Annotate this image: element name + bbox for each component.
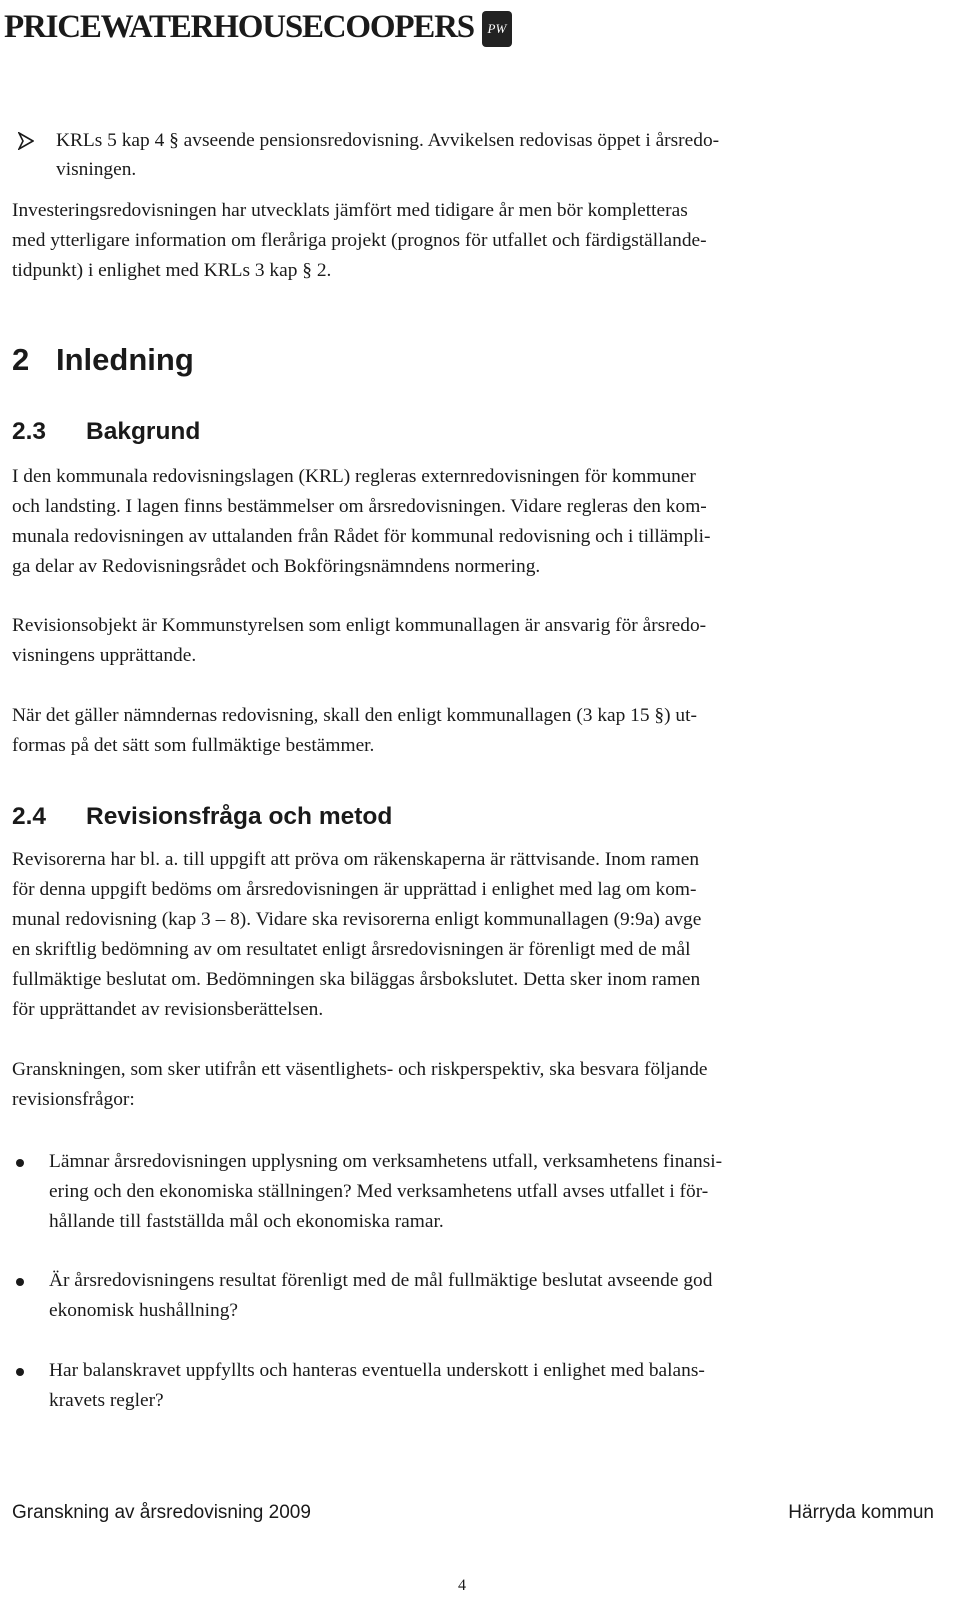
- bakgrund-paragraph-2: [12, 611, 912, 671]
- logo-badge: PW: [482, 11, 512, 47]
- paragraph-line: munala redovisningen av uttalanden från Rådet för kommunal redovisning och i tillämpli-: [12, 526, 711, 547]
- arrow-item-line: visningen.: [56, 159, 137, 180]
- footer-organization: Härryda kommun: [788, 1502, 934, 1523]
- bullet-line: ekonomisk hushållning?: [49, 1300, 239, 1321]
- section-number: 2: [12, 342, 30, 377]
- company-logo: [4, 4, 512, 50]
- paragraph-line: ga delar av Redovisningsrådet och Bokföringsnämndens normering.: [12, 556, 541, 577]
- paragraph-line: munal redovisning (kap 3 – 8). Vidare ska revisorerna enligt kommunallagen (9:9a) avge: [12, 909, 702, 930]
- footer-document-title: Granskning av årsredovisning 2009: [12, 1502, 311, 1523]
- bullet-line: ering och den ekonomiska ställningen? Med verksamhetens utfall avses utfallet i för-: [49, 1181, 709, 1202]
- paragraph-line: I den kommunala redovisningslagen (KRL) regleras externredovisningen för kommuner: [12, 466, 696, 487]
- paragraph-line: Investeringsredovisningen har utvecklats jämfört med tidigare år men bör kompletteras: [12, 200, 688, 221]
- bullet-line: Lämnar årsredovisningen upplysning om verksamhetens utfall, verksamhetens finansi-: [49, 1151, 723, 1172]
- section-heading-inledning: [12, 340, 194, 380]
- paragraph-line: för denna uppgift bedöms om årsredovisningen är upprättad i enlighet med lag om kom-: [12, 879, 697, 900]
- bullet-dot-icon: [16, 1368, 24, 1376]
- metod-paragraph-1: [12, 845, 912, 1025]
- paragraph-line: Revisorerna har bl. a. till uppgift att pröva om räkenskaperna är rättvisande. Inom ramen: [12, 849, 700, 870]
- bullet-line: Har balanskravet uppfyllts och hanteras eventuella underskott i enlighet med balans-: [49, 1360, 705, 1381]
- subsection-heading-bakgrund: [12, 416, 200, 448]
- paragraph-line: När det gäller nämndernas redovisning, skall den enligt kommunallagen (3 kap 15 §) ut-: [12, 705, 697, 726]
- paragraph-line: formas på det sätt som fullmäktige bestämmer.: [12, 735, 375, 756]
- paragraph-line: Revisionsobjekt är Kommunstyrelsen som enligt kommunallagen är ansvarig för årsredo-: [12, 615, 707, 636]
- bullet-dot-icon: [16, 1159, 24, 1167]
- arrowhead-bullet-icon: [18, 132, 34, 150]
- logo-text: PRICEWATERHOUSECOOPERS: [4, 9, 474, 45]
- subsection-title: Bakgrund: [86, 418, 201, 445]
- paragraph-line: Granskningen, som sker utifrån ett väsentlighets- och riskperspektiv, ska besvara följande: [12, 1059, 708, 1080]
- bullet-dot-icon: [16, 1278, 24, 1286]
- paragraph-line: en skriftlig bedömning av om resultatet enligt årsredovisningen är förenligt med de mål: [12, 939, 691, 960]
- intro-paragraph: [12, 196, 912, 286]
- paragraph-line: med ytterligare information om fleråriga projekt (prognos för utfallet och färdigställande-: [12, 230, 707, 251]
- bullet-line: hållande till fastställda mål och ekonomiska ramar.: [49, 1211, 444, 1232]
- section-title: Inledning: [56, 342, 194, 377]
- paragraph-line: för upprättandet av revisionsberättelsen.: [12, 999, 324, 1020]
- page-number: 4: [458, 1577, 466, 1594]
- bakgrund-paragraph-3: [12, 701, 912, 761]
- paragraph-line: visningens upprättande.: [12, 645, 197, 666]
- paragraph-line: tidpunkt) i enlighet med KRLs 3 kap § 2.: [12, 260, 332, 281]
- metod-paragraph-2: [12, 1055, 912, 1115]
- subsection-number: 2.3: [12, 418, 47, 445]
- paragraph-line: och landsting. I lagen finns bestämmelser om årsredovisningen. Vidare regleras den kom-: [12, 496, 707, 517]
- bullet-line: kravets regler?: [49, 1390, 164, 1411]
- arrow-item-line: KRLs 5 kap 4 § avseende pensionsredovisning. Avvikelsen redovisas öppet i årsredo-: [56, 130, 720, 151]
- subsection-title: Revisionsfråga och metod: [86, 803, 393, 830]
- paragraph-line: fullmäktige beslutat om. Bedömningen ska biläggas årsbokslutet. Detta sker inom ramen: [12, 969, 701, 990]
- subsection-heading-revisionsfraga: [12, 801, 392, 833]
- subsection-number: 2.4: [12, 803, 47, 830]
- paragraph-line: revisionsfrågor:: [12, 1089, 135, 1110]
- bullet-line: Är årsredovisningens resultat förenligt med de mål fullmäktige beslutat avseende god: [49, 1270, 713, 1291]
- bakgrund-paragraph-1: [12, 462, 912, 582]
